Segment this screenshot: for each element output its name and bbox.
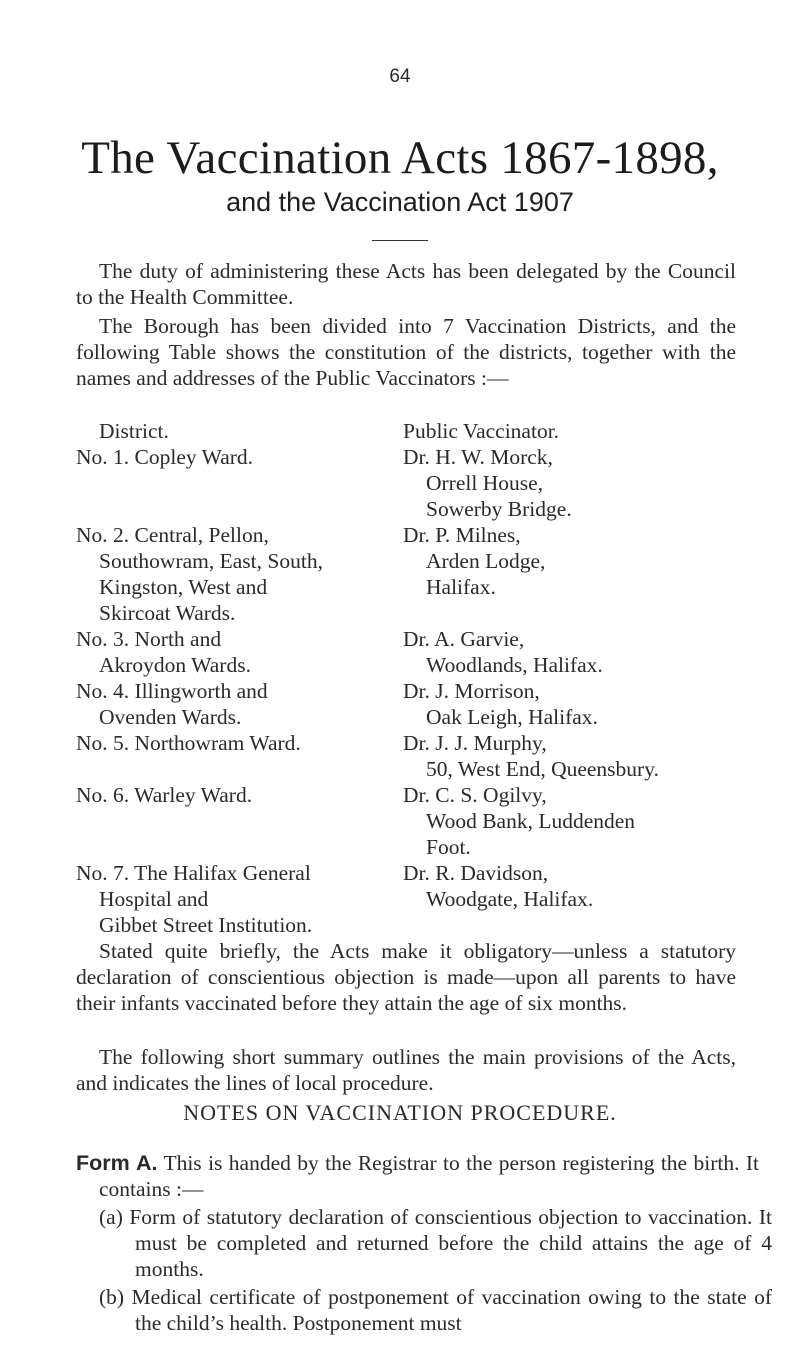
table-row-1-vaccinator: Dr. H. W. Morck, Orrell House, Sowerby Bridge. bbox=[403, 445, 572, 521]
summary-paragraph: The following short summary outlines the main provisions of the Acts, and indicates the lines of local procedure. bbox=[76, 1045, 736, 1095]
table-row-4-vaccinator: Dr. J. Morrison, Oak Leigh, Halifax. bbox=[403, 679, 598, 729]
divider-rule bbox=[372, 240, 428, 241]
table-row-2-vaccinator: Dr. P. Milnes, Arden Lodge, Halifax. bbox=[403, 523, 546, 599]
table-row-4-district: No. 4. Illingworth and Ovenden Wards. bbox=[76, 679, 268, 729]
form-a-paragraph bbox=[76, 1150, 759, 1202]
table-row-7-district: No. 7. The Halifax General Hospital and Gibbet Street Institution. bbox=[76, 861, 313, 937]
table-row-3-district: No. 3. North and Akroydon Wards. bbox=[76, 627, 251, 677]
form-a-label: Form A. bbox=[76, 1151, 158, 1175]
table-row-6-vaccinator: Dr. C. S. Ogilvy, Wood Bank, Luddenden Foot. bbox=[403, 783, 636, 859]
form-a-text: This is handed by the Registrar to the person registering the birth. It contains :— bbox=[99, 1151, 759, 1201]
list-item-b: (b) Medical certificate of postponement of vaccination owing to the state of the child’s health. Postponement must bbox=[99, 1285, 772, 1335]
table-row-6-district: No. 6. Warley Ward. bbox=[76, 783, 253, 807]
table-row-5-district: No. 5. Northowram Ward. bbox=[76, 731, 301, 755]
table-row-2-district: No. 2. Central, Pellon, Southowram, East, South, Kingston, West and Skircoat Wards. bbox=[76, 523, 323, 625]
table-row-7-vaccinator: Dr. R. Davidson, Woodgate, Halifax. bbox=[403, 861, 594, 911]
list-item-a: (a) Form of statutory declaration of conscientious objection to vaccination. It must be completed and returned before the child attains the age of 4 months. bbox=[99, 1205, 773, 1281]
page-title: The Vaccination Acts 1867-1898, bbox=[81, 132, 719, 184]
notes-heading: NOTES ON VACCINATION PROCEDURE. bbox=[183, 1100, 617, 1125]
district-header: District. bbox=[99, 419, 169, 443]
table-row-5-vaccinator: Dr. J. J. Murphy, 50, West End, Queensbury. bbox=[403, 731, 659, 781]
page-number: 64 bbox=[389, 66, 411, 87]
page-subtitle: and the Vaccination Act 1907 bbox=[226, 187, 574, 217]
obligatory-paragraph: Stated quite briefly, the Acts make it obligatory—unless a statutory declaration of conscientious objection is made—upon all parents to have their infants vaccinated before they attain the age of six months. bbox=[76, 939, 736, 1015]
table-row-1-district: No. 1. Copley Ward. bbox=[76, 445, 254, 469]
vaccinator-header: Public Vaccinator. bbox=[403, 419, 560, 443]
intro-paragraph-2: The Borough has been divided into 7 Vaccination Districts, and the following Table shows the constitution of the districts, together with the names and addresses of the Public Vaccinators :— bbox=[76, 314, 736, 390]
intro-paragraph-1: The duty of administering these Acts has been delegated by the Council to the Health Committee. bbox=[76, 259, 736, 309]
table-row-3-vaccinator: Dr. A. Garvie, Woodlands, Halifax. bbox=[403, 627, 603, 677]
